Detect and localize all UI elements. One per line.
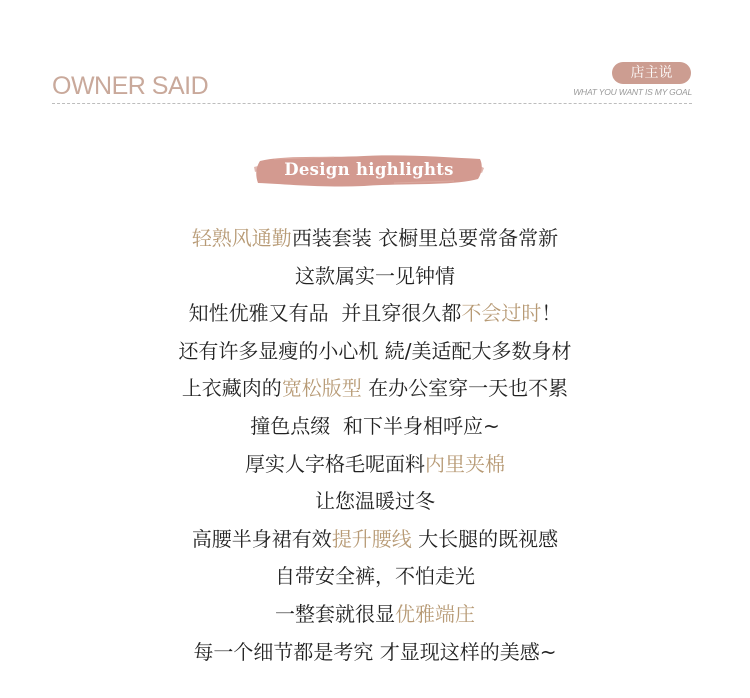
design-highlights-title: Design highlights (284, 160, 454, 179)
line-text: 一整套就很显 (275, 601, 395, 626)
description-line (0, 446, 750, 484)
description-line (0, 634, 750, 672)
description-line (0, 333, 750, 371)
description-line (0, 258, 750, 296)
line-text: ！ (541, 301, 562, 326)
description-line (0, 370, 750, 408)
highlight-text: 宽松版型 (281, 376, 362, 401)
description-line (0, 558, 750, 596)
highlight-text: 轻熟风通勤 (191, 226, 292, 250)
description-line (0, 220, 750, 258)
highlight-text: 内里夹棉 (425, 451, 505, 476)
owner-badge: 店主说 (612, 62, 691, 84)
description-line (0, 596, 750, 634)
line-text: 厚实人字格毛呢面料 (245, 451, 425, 476)
description-line (0, 295, 750, 333)
line-text: 大长腿的既视感 (411, 526, 559, 551)
owner-said-title: OWNER SAID (52, 72, 209, 100)
highlight-text: 提升腰线 (331, 526, 412, 551)
line-text: 让您温暖过冬 (315, 489, 435, 514)
line-text: 撞色点缀 和下半身相呼应~ (250, 413, 500, 438)
design-highlights-banner (254, 153, 484, 189)
dashed-divider (52, 103, 692, 104)
owner-subtitle: WHAT YOU WANT IS MY GOAL (573, 87, 692, 97)
description-line (0, 483, 750, 521)
line-text: 在办公室穿一天也不累 (361, 376, 569, 401)
line-text: 这款属实一见钟情 (295, 263, 455, 288)
line-text: 西装套装 衣橱里总要常备常新 (291, 226, 559, 250)
line-text: 每一个细节都是考究 才显现这样的美感~ (193, 639, 557, 664)
owner-said-header (0, 0, 750, 110)
line-text: 自带安全裤，不怕走光 (275, 564, 475, 589)
highlight-text: 优雅端庄 (395, 601, 475, 626)
description-line (0, 521, 750, 559)
line-text: 还有许多显瘦的小心机 続/美适配大多数身材 (178, 338, 572, 363)
line-text: 高腰半身裙有效 (191, 526, 332, 551)
highlight-text: 不会过时 (461, 301, 542, 326)
description-lines (0, 220, 750, 671)
line-text: 上衣藏肉的 (181, 376, 282, 401)
line-text: 知性优雅又有品 并且穿很久都 (188, 301, 462, 326)
description-line (0, 408, 750, 446)
